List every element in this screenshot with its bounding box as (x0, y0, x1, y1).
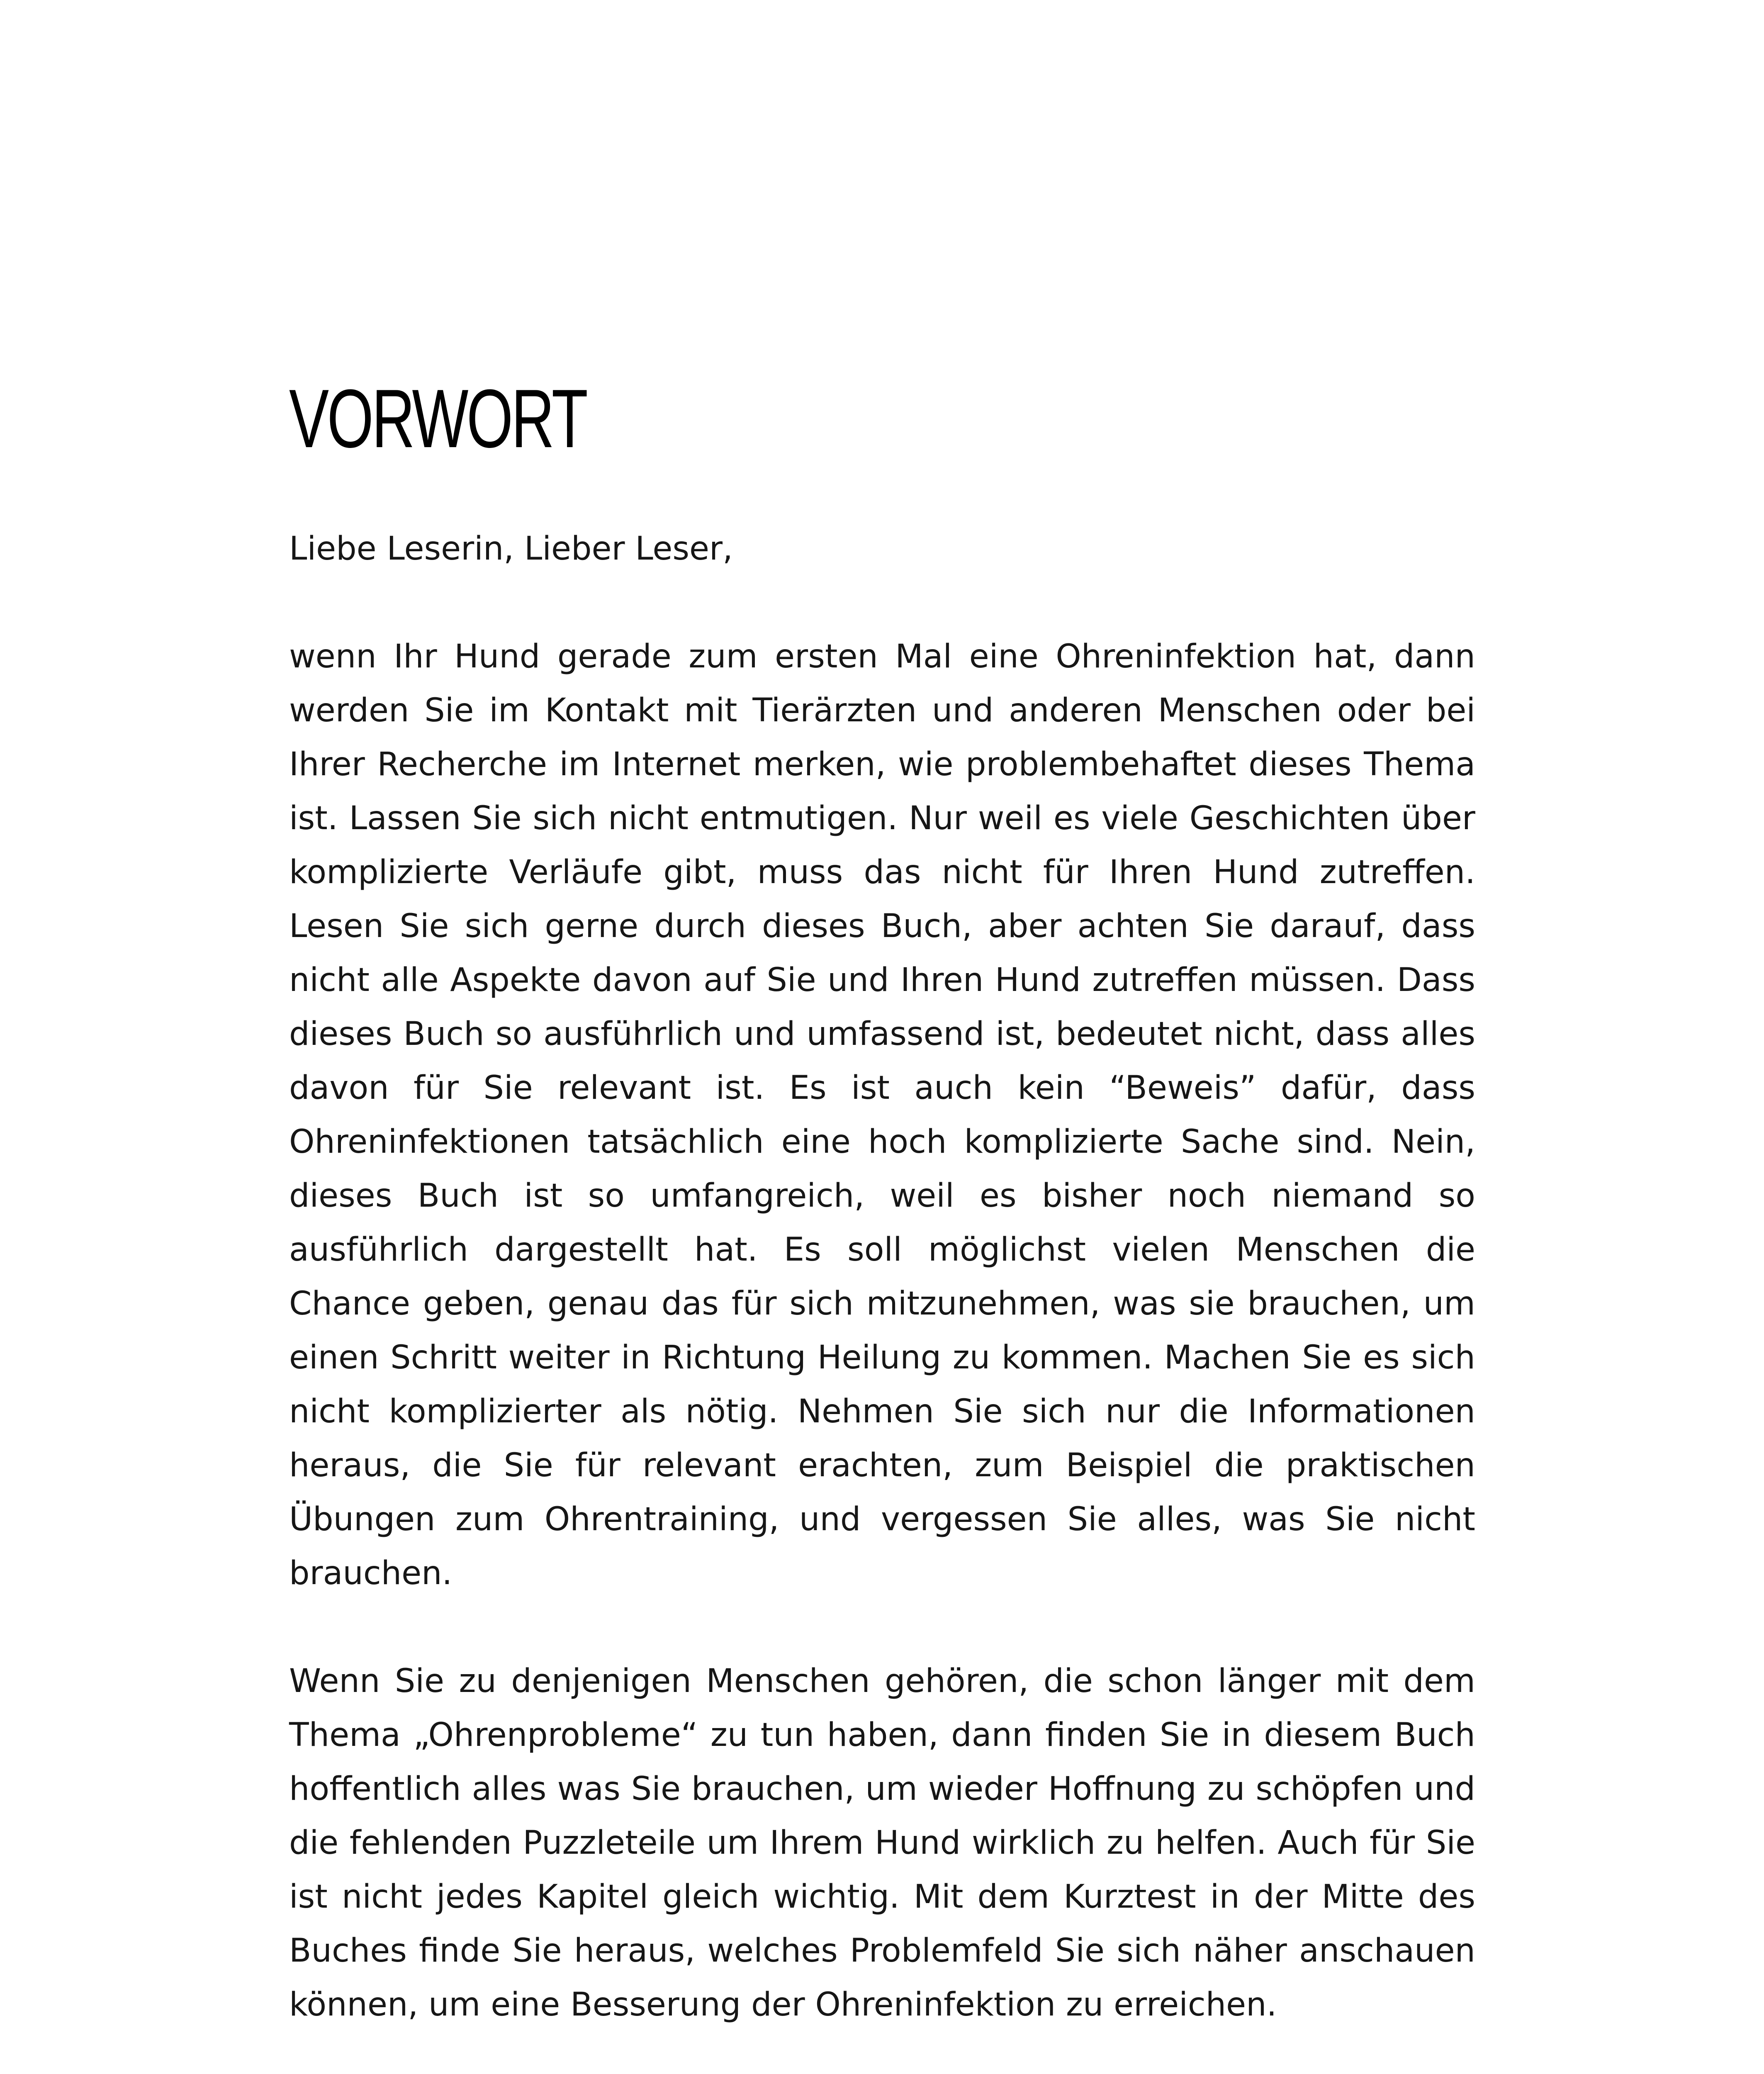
body-paragraph-1: wenn Ihr Hund gerade zum ersten Mal eine Ohreninfektion hat, dann werden Sie im Kontakt mit Tierärzten und anderen Menschen oder bei Ihrer Recherche im Internet merken, wie problembehaftet dieses Thema ist. Lassen Sie sich nicht entmutigen. Nur weil es viele Geschichten über komplizierte Verläufe gibt, muss das nicht für Ihren Hund zutreffen. Lesen Sie sich gerne durch dieses Buch, aber achten Sie darauf, dass nicht alle Aspekte davon auf Sie und Ihren Hund zutreffen müssen. Dass dieses Buch so ausführlich und umfassend ist, bedeutet nicht, dass alles davon für Sie relevant ist. Es ist auch kein “Beweis” dafür, dass Ohreninfektionen tatsächlich eine hoch komplizierte Sache sind. Nein, dieses Buch ist so umfangreich, weil es bisher noch niemand so ausführlich dargestellt hat. Es soll möglichst vielen Menschen die Chance geben, genau das für sich mitzunehmen, was sie brauchen, um einen Schritt weiter in Richtung Heilung zu kommen. Machen Sie es sich nicht komplizierter als nötig. Nehmen Sie sich nur die Informationen heraus, die Sie für relevant erachten, zum Beispiel die praktischen Übungen zum Ohrentraining, und vergessen Sie alles, was Sie nicht brauchen. (289, 638, 1475, 1592)
salutation: Liebe Leserin, Lieber Leser, (289, 530, 733, 567)
chapter-title: VORWORT (289, 372, 586, 465)
body-paragraph-2: Wenn Sie zu denjenigen Menschen gehören, die schon länger mit dem Thema „Ohrenprobleme“ zu tun haben, dann finden Sie in diesem Buch hoffentlich alles was Sie brauchen, um wieder Hoffnung zu schöpfen und die fehlenden Puzzleteile um Ihrem Hund wirklich zu helfen. Auch für Sie ist nicht jedes Kapitel gleich wichtig. Mit dem Kurztest in der Mitte des Buches finde Sie heraus, welches Problemfeld Sie sich näher anschauen können, um eine Besserung der Ohreninfektion zu erreichen. (289, 1663, 1475, 2023)
page-content (289, 365, 1475, 2074)
